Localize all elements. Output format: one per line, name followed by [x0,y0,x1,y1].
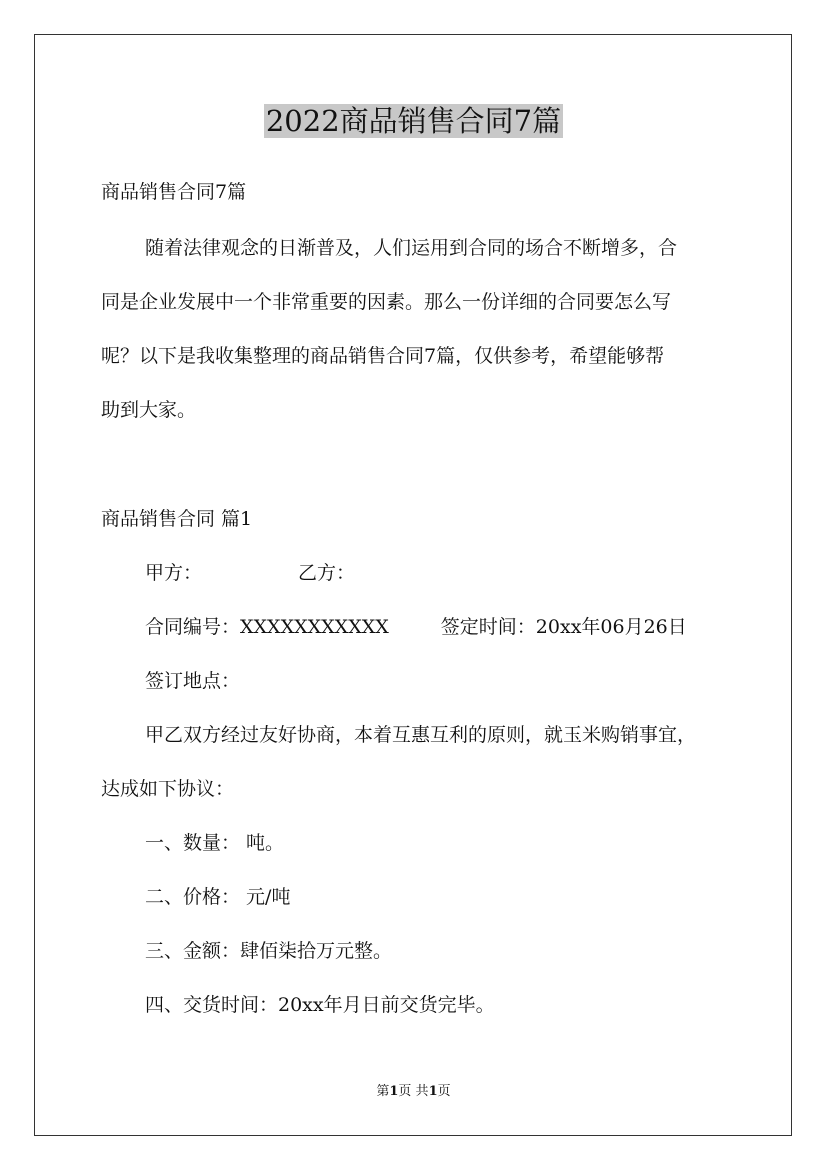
clause-quantity: 一、数量： 吨。 [145,832,285,854]
intro-line-2: 同是企业发展中一个非常重要的因素。那么一份详细的合同要怎么写 [101,291,672,313]
page-footer [0,1083,827,1101]
party-b-label: 乙方： [298,562,356,584]
contract-number: 合同编号：XXXXXXXXXXX [145,616,389,638]
document-title [0,100,827,142]
parties-line [145,559,355,587]
page-current: 1 [389,1084,399,1099]
page-prefix: 第 [376,1084,390,1099]
agreement-line-1: 甲乙双方经过友好协商，本着互惠互利的原则，就玉米购销事宜， [145,724,697,746]
intro-line-4: 助到大家。 [101,399,197,421]
intro-line-1: 随着法律观念的日渐普及，人们运用到合同的场合不断增多，合 [145,237,678,259]
section-heading: 商品销售合同 篇1 [101,508,253,530]
document-subtitle: 商品销售合同7篇 [101,181,247,203]
document-title-text: 2022商品销售合同7篇 [265,104,562,138]
agreement-line-2: 达成如下协议： [101,778,235,800]
contract-meta-line [145,613,687,641]
page-mid: 页 共 [398,1084,429,1099]
clause-amount: 三、金额：肆佰柒拾万元整。 [145,940,393,962]
party-a-label: 甲方： [145,562,203,584]
sign-place: 签订地点： [145,670,241,692]
page-suffix: 页 [437,1084,451,1099]
page-total: 1 [428,1084,438,1099]
intro-line-3: 呢？以下是我收集整理的商品销售合同7篇，仅供参考，希望能够帮 [101,345,665,367]
clause-delivery-time: 四、交货时间：20xx年月日前交货完毕。 [145,994,495,1016]
sign-date: 签定时间：20xx年06月26日 [440,616,687,638]
clause-price: 二、价格： 元/吨 [145,886,291,908]
